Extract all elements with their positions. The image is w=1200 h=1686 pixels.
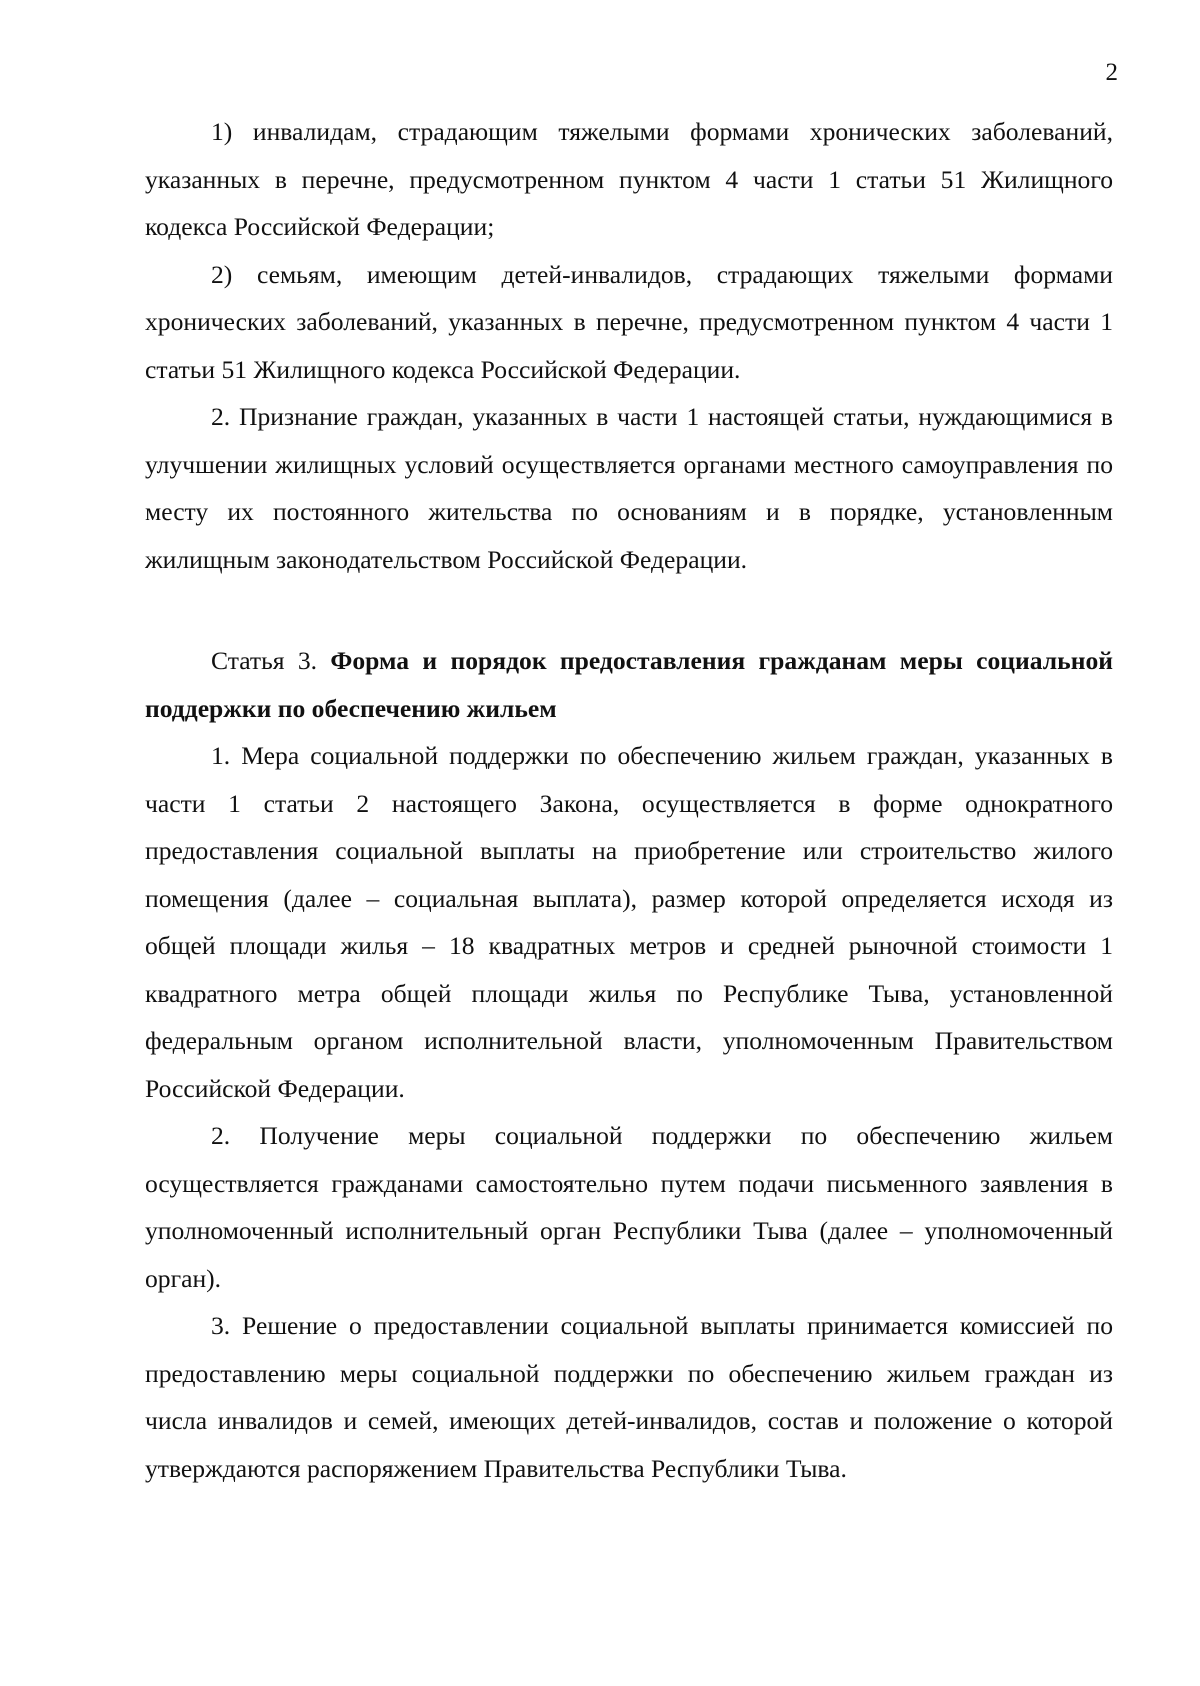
document-body xyxy=(145,108,1113,1492)
paragraph-part-2: 2. Признание граждан, указанных в части 1 настоящей статьи, нуждающимися в улучшении жилищных условий осуществляется органами местного самоуправления по месту их постоянного жительства по основаниям и в порядке, установленным жилищным законодательством Российской Федерации. xyxy=(145,402,1113,574)
article-paragraph-3: 3. Решение о предоставлении социальной выплаты принимается комиссией по предоставлению меры социальной поддержки по обеспечению жильем граждан из числа инвалидов и семей, имеющих детей-инвалидов, состав и положение о которой утверждаются распоряжением Правительства Республики Тыва. xyxy=(145,1311,1113,1483)
paragraph-item-1: 1) инвалидам, страдающим тяжелыми формами хронических заболеваний, указанных в перечне, предусмотренном пунктом 4 части 1 статьи 51 Жилищного кодекса Российской Федерации; xyxy=(145,117,1113,241)
article-label: Статья 3. xyxy=(211,646,318,675)
article-paragraph-1: 1. Мера социальной поддержки по обеспечению жильем граждан, указанных в части 1 статьи 2 настоящего Закона, осуществляется в форме однократного предоставления социальной выплаты на приобретение или строительство жилого помещения (далее – социальная выплата), размер которой определяется исходя из общей площади жилья – 18 квадратных метров и средней рыночной стоимости 1 квадратного метра общей площади жилья по Республике Тыва, установленной федеральным органом исполнительной власти, уполномоченным Правительством Российской Федерации. xyxy=(145,741,1113,1103)
article-title: Форма и порядок предоставления гражданам меры социальной поддержки по обеспечению жильем xyxy=(145,646,1113,723)
article-paragraph-2: 2. Получение меры социальной поддержки по обеспечению жильем осуществляется гражданами самостоятельно путем подачи письменного заявления в уполномоченный исполнительный орган Республики Тыва (далее – уполномоченный орган). xyxy=(145,1121,1113,1293)
paragraph-item-2: 2) семьям, имеющим детей-инвалидов, страдающих тяжелыми формами хронических заболеваний, указанных в перечне, предусмотренном пунктом 4 части 1 статьи 51 Жилищного кодекса Российской Федерации. xyxy=(145,259,1113,384)
article-heading xyxy=(145,637,1113,732)
page-number: 2 xyxy=(1105,59,1118,86)
